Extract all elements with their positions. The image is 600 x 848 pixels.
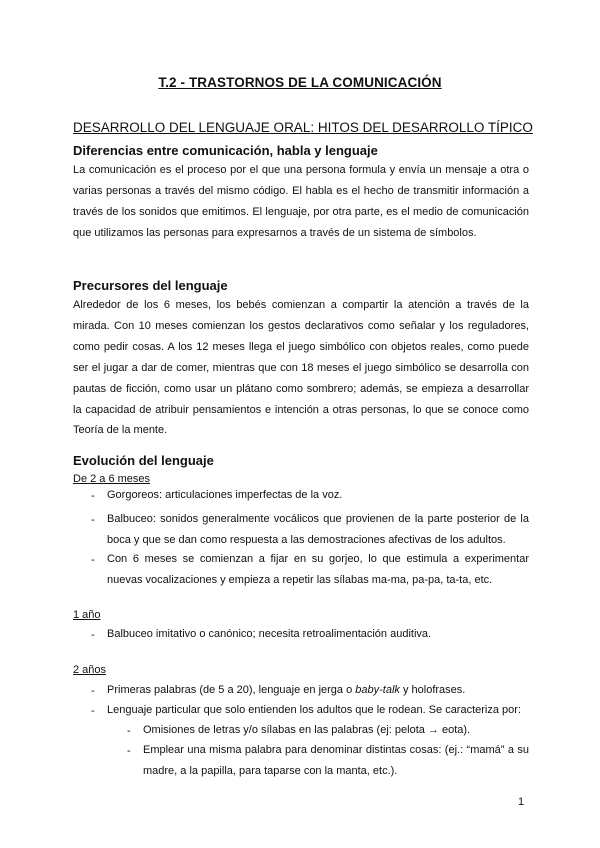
list-item: Gorgoreos: articulaciones imperfectas de la voz.: [107, 489, 343, 501]
heading-precursores: Precursores del lenguaje: [73, 278, 228, 293]
bullet-dash: -: [91, 705, 95, 717]
bullet-dash: -: [91, 514, 95, 526]
stage-label-2-anos: 2 años: [73, 664, 107, 676]
heading-diferencias: Diferencias entre comunicación, habla y lenguaje: [73, 143, 378, 158]
bullet-dash: -: [127, 745, 131, 757]
bullet-dash: -: [91, 629, 95, 641]
bullet-dash: -: [127, 725, 131, 737]
heading-evolucion: Evolución del lenguaje: [73, 453, 214, 468]
bullet-dash: -: [91, 490, 95, 502]
list-item: Con 6 meses se comienzan a fijar en su gorjeo, lo que estimula a experimentar nuevas vocalizaciones y empieza a repetir las sílabas ma-ma, pa-pa, ta-ta, etc.: [107, 553, 529, 586]
list-item: Balbuceo imitativo o canónico; necesita retroalimentación auditiva.: [107, 628, 432, 640]
list-item: Lenguaje particular que solo entienden los adultos que le rodean. Se caracteriza por:: [107, 704, 521, 716]
list-item: Balbuceo: sonidos generalmente vocálicos que provienen de la parte posterior de la boca y que se dan como respuesta a las demostraciones afectivas de los adultos.: [107, 513, 529, 546]
bullet-dash: -: [91, 554, 95, 566]
list-item: [107, 680, 529, 701]
stage-label-2-6-meses: De 2 a 6 meses: [73, 473, 151, 485]
item-text-italic: baby-talk: [355, 684, 400, 696]
paragraph-precursores: Alrededor de los 6 meses, los bebés comienzan a compartir la atención a través de la mirada. Con 10 meses comienzan los gestos declarativos como señalar y los reguladores, como pedir cosas. A los 12 meses llega el juego simbólico con objetos reales, como puede ser el jugar a dar de comer, mientras que con 18 meses el juego simbólico se desarrolla con pautas de ficción, como usar un plátano como sombrero; además, se empieza a desarrollar la capacidad de atribuir pensamientos e intención a otras personas, lo que se conoce como Teoría de la mente.: [73, 299, 529, 437]
section-heading: DESARROLLO DEL LENGUAJE ORAL: HITOS DEL DESARROLLO TÍPICO: [73, 120, 533, 135]
page-number: 1: [518, 796, 525, 808]
sub-list-item: Emplear una misma palabra para denominar distintas cosas: (ej.: “mamá” a su madre, a la papilla, para taparse con la manta, etc.).: [143, 744, 529, 777]
bullet-dash: -: [91, 685, 95, 697]
stage-label-1-ano: 1 año: [73, 609, 101, 621]
document-title: T.2 - TRASTORNOS DE LA COMUNICACIÓN: [158, 75, 442, 90]
sub-list-item: Omisiones de letras y/o sílabas en las palabras (ej: pelota → eota).: [143, 724, 471, 736]
paragraph-diferencias: La comunicación es el proceso por el que una persona formula y envía un mensaje a otra o varias personas a través del mismo código. El habla es el hecho de transmitir información a través de los sonidos que emitimos. El lenguaje, por otra parte, es el medio de comunicación que utilizamos las personas para expresarnos a través de un sistema de símbolos.: [73, 164, 529, 239]
item-text: Primeras palabras (de 5 a 20), lenguaje en jerga o: [107, 684, 356, 696]
item-text: y holofrases.: [399, 684, 466, 696]
